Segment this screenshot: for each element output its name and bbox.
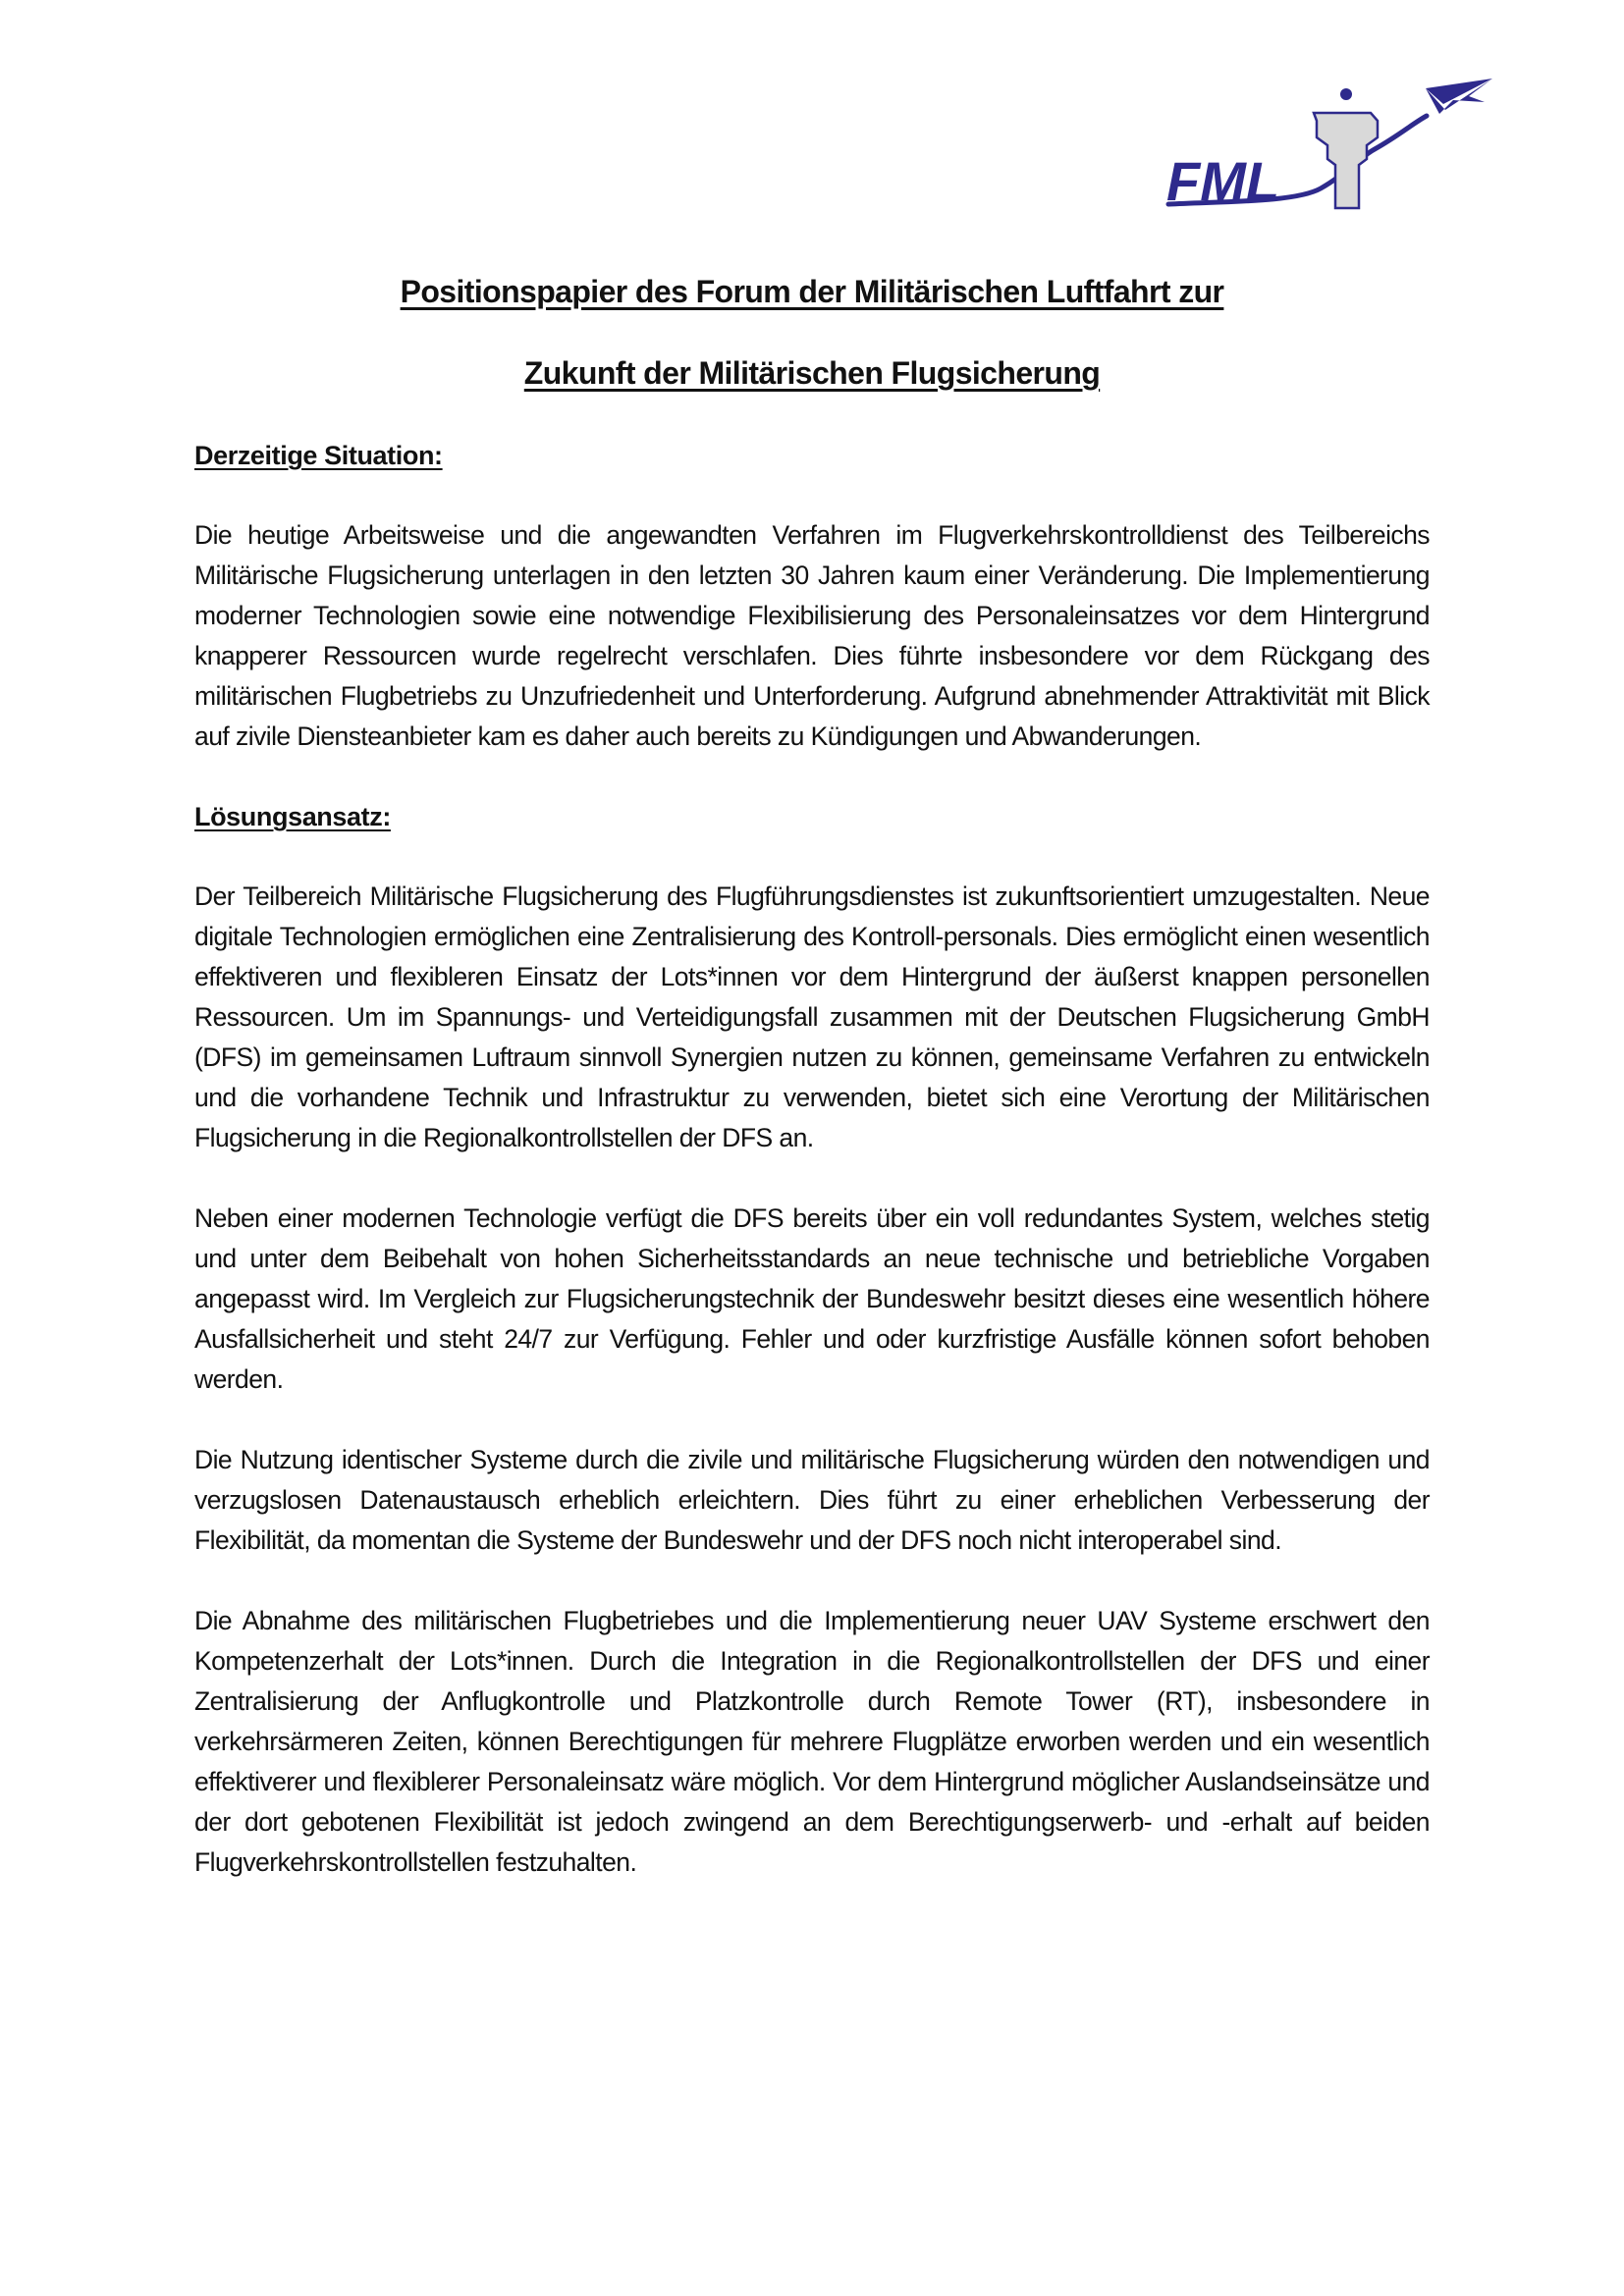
- document-title: [194, 273, 1430, 392]
- logo-text: FML: [1166, 150, 1280, 212]
- paragraph: Der Teilbereich Militärische Flugsicherung des Flugführungsdienstes ist zukunftsorientiert umzugestalten. Neue digitale Technologien ermöglichen eine Zentralisierung des Kontroll-personals. Dies ermöglicht einen wesentlich effektiveren und flexibleren Einsatz der Lots*innen vor dem Hintergrund der äußerst knappen personellen Ressourcen. Um im Spannungs- und Verteidigungsfall zusammen mit der Deutschen Flugsicherung GmbH (DFS) im gemeinsamen Luftraum sinnvoll Synergien nutzen zu können, gemeinsame Verfahren zu entwickeln und die vorhandene Technik und Infrastruktur zu verwenden, bietet sich eine Verortung der Militärischen Flugsicherung in die Regionalkontrollstellen der DFS an.: [194, 881, 1430, 1152]
- paragraph: Neben einer modernen Technologie verfügt die DFS bereits über ein voll redundantes System, welches stetig und unter dem Beibehalt von hohen Sicherheitsstandards an neue technische und betriebliche Vorgaben angepasst wird. Im Vergleich zur Flugsicherungstechnik der Bundeswehr besitzt dieses eine wesentlich höhere Ausfallsicherheit und steht 24/7 zur Verfügung. Fehler und oder kurzfristige Ausfälle können sofort behoben werden.: [194, 1203, 1430, 1394]
- section-heading: Lösungsansatz:: [194, 802, 391, 831]
- control-tower-airplane-icon: [1149, 59, 1502, 216]
- section-heading: Derzeitige Situation:: [194, 441, 443, 470]
- paragraph: Die Nutzung identischer Systeme durch die zivile und militärische Flugsicherung würden den notwendigen und verzugslosen Datenaustausch erheblich erleichtern. Dies führt zu einer erheblichen Verbesserung der Flexibilität, da momentan die Systeme der Bundeswehr und der DFS noch nicht interoperabel sind.: [194, 1445, 1430, 1555]
- title-line-1: Positionspapier des Forum der Militärischen Luftfahrt zur: [400, 274, 1224, 309]
- paragraph: Die heutige Arbeitsweise und die angewandten Verfahren im Flugverkehrskontrolldienst des Teilbereichs Militärische Flugsicherung unterlagen in den letzten 30 Jahren kaum einer Veränderung. Die Implementierung moderner Technologien sowie eine notwendige Flexibilisierung des Personaleinsatzes vor dem Hintergrund knapperer Ressourcen wurde regelrecht verschlafen. Dies führte insbesondere vor dem Rückgang des militärischen Flugbetriebs zu Unzufriedenheit und Unterforderung. Aufgrund abnehmender Attraktivität mit Blick auf zivile Diensteanbieter kam es daher auch bereits zu Kündigungen und Abwanderungen.: [194, 520, 1430, 751]
- fml-logo: [1149, 59, 1502, 216]
- section-solution-approach: [194, 797, 1430, 1883]
- document-body: [194, 436, 1430, 1923]
- title-line-2: Zukunft der Militärischen Flugsicherung: [523, 355, 1101, 391]
- section-current-situation: [194, 436, 1430, 757]
- paragraph: Die Abnahme des militärischen Flugbetriebes und die Implementierung neuer UAV Systeme erschwert den Kompetenzerhalt der Lots*innen. Durch die Integration in die Regionalkontrollstellen der DFS und einer Zentralisierung der Anflugkontrolle und Platzkontrolle durch Remote Tower (RT), insbesondere in verkehrsärmeren Zeiten, können Berechtigungen für mehrere Flugplätze erworben werden und ein wesentlich effektiverer und flexiblerer Personaleinsatz wäre möglich. Vor dem Hintergrund möglicher Auslandseinsätze und der dort gebotenen Flexibilität ist jedoch zwingend an dem Berechtigungserwerb- und -erhalt auf beiden Flugverkehrskontrollstellen festzuhalten.: [194, 1606, 1430, 1877]
